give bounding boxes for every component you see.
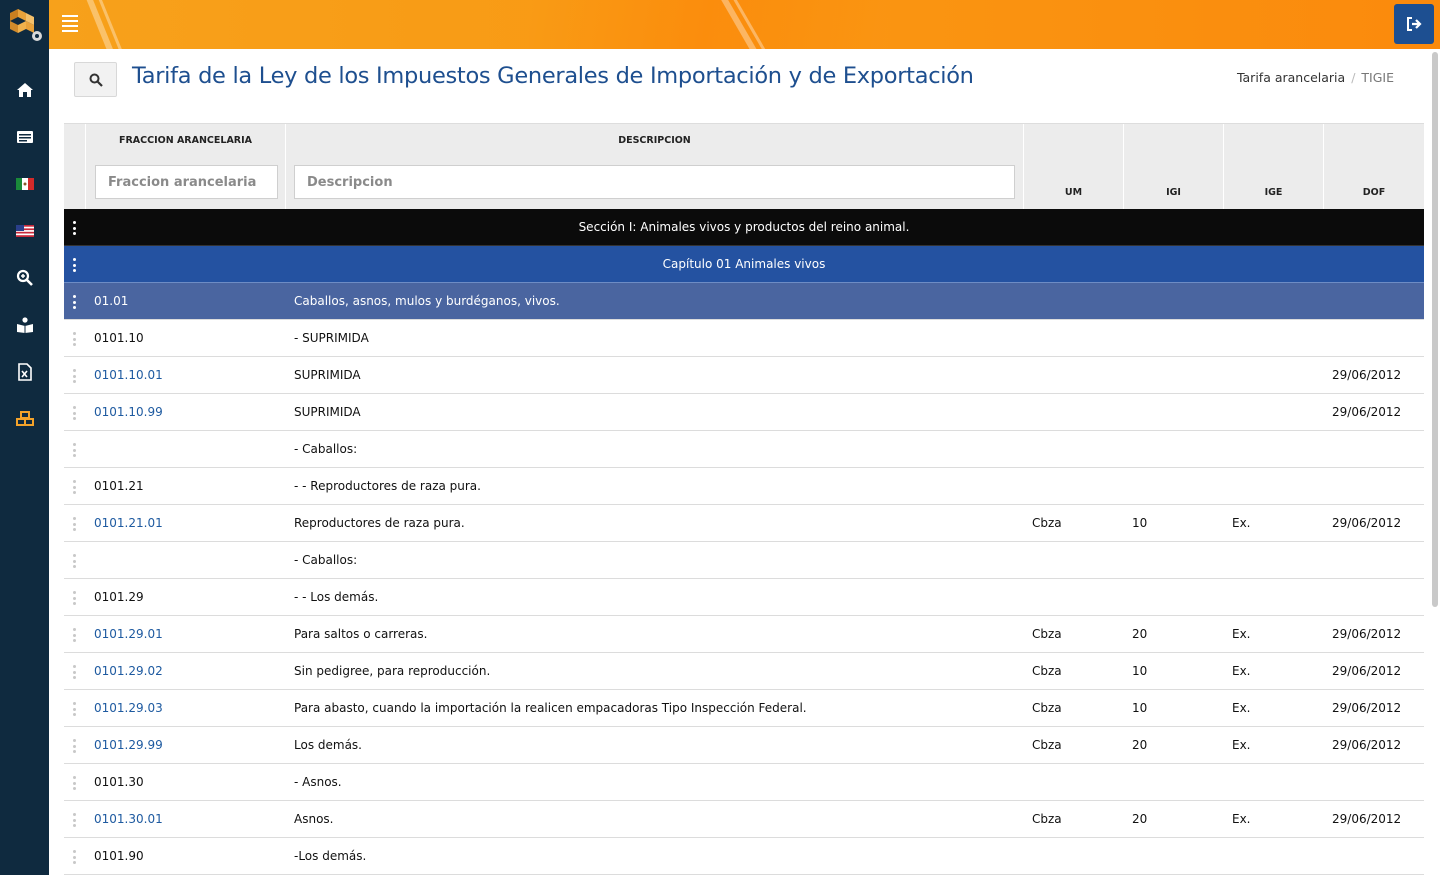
cell-fraccion: 0101.10 (94, 331, 144, 345)
zoom-search-icon (16, 269, 34, 287)
cell-ige: Ex. (1232, 516, 1251, 530)
cell-ige: Ex. (1232, 664, 1251, 678)
table-row[interactable] (64, 579, 1424, 616)
cell-dof: 29/06/2012 (1332, 812, 1402, 826)
header-dof-label: DOF (1362, 187, 1386, 198)
row-menu-icon[interactable] (73, 554, 77, 568)
chapter-row[interactable] (64, 246, 1424, 283)
header-drag-column (64, 124, 85, 210)
cell-igi: 10 (1132, 701, 1148, 715)
table-row[interactable] (64, 616, 1424, 653)
row-menu-icon[interactable] (73, 591, 77, 605)
usa-flag-icon (16, 222, 34, 240)
cell-fraccion[interactable]: 0101.29.99 (94, 738, 163, 752)
search-button[interactable] (74, 62, 117, 97)
page-title: Tarifa de la Ley de los Impuestos Generales de Importación y de Exportación (132, 63, 974, 89)
row-menu-icon[interactable] (73, 665, 77, 679)
breadcrumb-tarifa[interactable]: Tarifa arancelaria (1236, 70, 1346, 85)
boxes-logo-icon[interactable] (0, 0, 49, 49)
cell-descripcion: - - Reproductores de raza pura. (294, 479, 481, 493)
cell-fraccion[interactable]: 0101.29.01 (94, 627, 163, 641)
table-row[interactable] (64, 394, 1424, 431)
cell-descripcion: Reproductores de raza pura. (294, 516, 465, 530)
table-row[interactable] (64, 357, 1424, 394)
cell-descripcion: Sin pedigree, para reproducción. (294, 664, 491, 678)
cell-fraccion: 0101.21 (94, 479, 144, 493)
sidebar-item-mexico[interactable] (0, 160, 49, 207)
cell-fraccion[interactable]: 0101.10.01 (94, 368, 163, 382)
cell-igi: 20 (1132, 812, 1148, 826)
sidebar-item-usa[interactable] (0, 207, 49, 254)
scrollbar[interactable] (1432, 52, 1438, 607)
table-row[interactable] (64, 801, 1424, 838)
boxes-icon (16, 410, 34, 428)
cell-igi: 10 (1132, 664, 1148, 678)
header-dof (1323, 124, 1424, 210)
cell-igi: 20 (1132, 738, 1148, 752)
tariff-table (64, 123, 1424, 875)
row-menu-icon[interactable] (73, 628, 77, 642)
row-menu-icon[interactable] (73, 517, 77, 531)
header-descripcion (285, 124, 1023, 210)
cell-descripcion: - SUPRIMIDA (294, 331, 369, 345)
cell-dof: 29/06/2012 (1332, 738, 1402, 752)
cell-ige: Ex. (1232, 627, 1251, 641)
cell-um: Cbza (1032, 812, 1062, 826)
cell-um: Cbza (1032, 516, 1062, 530)
row-menu-icon[interactable] (73, 406, 77, 420)
cell-igi: 20 (1132, 627, 1148, 641)
row-menu-icon[interactable] (73, 295, 77, 309)
header-igi (1123, 124, 1223, 210)
table-row[interactable] (64, 320, 1424, 357)
cell-ige: Ex. (1232, 738, 1251, 752)
section-title: Sección I: Animales vivos y productos del reino animal. (578, 220, 910, 234)
cell-descripcion: - - Los demás. (294, 590, 379, 604)
heading-fraccion: 01.01 (94, 294, 129, 308)
row-menu-icon[interactable] (73, 702, 77, 716)
row-menu-icon[interactable] (73, 443, 77, 457)
cell-descripcion: - Asnos. (294, 775, 342, 789)
cell-ige: Ex. (1232, 812, 1251, 826)
table-row[interactable] (64, 690, 1424, 727)
cell-fraccion: 0101.29 (94, 590, 144, 604)
table-header (64, 123, 1424, 209)
menu-toggle-button[interactable] (62, 15, 78, 33)
cell-descripcion: Asnos. (294, 812, 334, 826)
row-menu-icon[interactable] (73, 813, 77, 827)
sign-out-icon (1406, 17, 1422, 31)
row-menu-icon[interactable] (73, 332, 77, 346)
sidebar-item-home[interactable] (0, 66, 49, 113)
cell-dof: 29/06/2012 (1332, 368, 1402, 382)
cell-fraccion[interactable]: 0101.21.01 (94, 516, 163, 530)
table-body (64, 320, 1424, 875)
excel-file-icon (16, 363, 34, 381)
sidebar (0, 0, 49, 875)
table-row[interactable] (64, 542, 1424, 579)
cell-dof: 29/06/2012 (1332, 516, 1402, 530)
cell-fraccion[interactable]: 0101.30.01 (94, 812, 163, 826)
book-reader-icon (16, 316, 34, 334)
mexico-flag-icon (16, 175, 34, 193)
cell-descripcion: SUPRIMIDA (294, 405, 361, 419)
header-fraccion-label: FRACCION ARANCELARIA (118, 135, 252, 146)
cell-descripcion: - Caballos: (294, 442, 358, 456)
heading-descripcion: Caballos, asnos, mulos y burdéganos, vivos. (294, 294, 560, 308)
home-icon (16, 81, 34, 99)
header-igi-label: IGI (1166, 187, 1181, 198)
cell-descripcion: Para abasto, cuando la importación la realicen empacadoras Tipo Inspección Federal. (294, 701, 807, 715)
header-ige (1223, 124, 1323, 210)
row-menu-icon[interactable] (73, 850, 77, 864)
cell-dof: 29/06/2012 (1332, 701, 1402, 715)
breadcrumb-tigie: TIGIE (1361, 70, 1394, 85)
row-menu-icon[interactable] (73, 739, 77, 753)
table-row[interactable] (64, 653, 1424, 690)
sidebar-item-search[interactable] (0, 254, 49, 301)
table-row[interactable] (64, 838, 1424, 875)
header-um (1023, 124, 1123, 210)
top-bar (49, 0, 1440, 49)
cell-descripcion: SUPRIMIDA (294, 368, 361, 382)
cell-descripcion: - Caballos: (294, 553, 358, 567)
cell-descripcion: -Los demás. (294, 849, 367, 863)
cell-dof: 29/06/2012 (1332, 627, 1402, 641)
row-menu-icon[interactable] (73, 776, 77, 790)
row-menu-icon[interactable] (73, 369, 77, 383)
cell-fraccion: 0101.90 (94, 849, 144, 863)
table-row[interactable] (64, 764, 1424, 801)
fraccion-filter-input[interactable] (95, 165, 278, 199)
cell-um: Cbza (1032, 664, 1062, 678)
header-fraccion (85, 124, 285, 210)
logout-button[interactable] (1394, 4, 1434, 44)
table-row[interactable] (64, 727, 1424, 764)
chapter-title: Capítulo 01 Animales vivos (662, 257, 826, 271)
cell-dof: 29/06/2012 (1332, 664, 1402, 678)
table-row[interactable] (64, 505, 1424, 542)
section-row[interactable] (64, 209, 1424, 246)
cell-um: Cbza (1032, 738, 1062, 752)
list-icon (16, 128, 34, 146)
descripcion-filter-input[interactable] (294, 165, 1015, 199)
cell-fraccion[interactable]: 0101.29.02 (94, 664, 163, 678)
cell-dof: 29/06/2012 (1332, 405, 1402, 419)
cell-um: Cbza (1032, 627, 1062, 641)
cell-igi: 10 (1132, 516, 1148, 530)
cell-descripcion: Los demás. (294, 738, 362, 752)
cell-um: Cbza (1032, 701, 1062, 715)
table-row[interactable] (64, 468, 1424, 505)
header-um-label: UM (1064, 187, 1083, 198)
sidebar-item-reader[interactable] (0, 301, 49, 348)
cell-fraccion[interactable]: 0101.10.99 (94, 405, 163, 419)
header-descripcion-label: DESCRIPCION (618, 135, 691, 146)
table-row[interactable] (64, 431, 1424, 468)
cell-descripcion: Para saltos o carreras. (294, 627, 428, 641)
sidebar-item-boxes[interactable] (0, 395, 49, 442)
row-menu-icon[interactable] (73, 480, 77, 494)
cell-fraccion[interactable]: 0101.29.03 (94, 701, 163, 715)
breadcrumb: Tarifa arancelaria / TIGIE (1236, 70, 1394, 85)
cell-fraccion: 0101.30 (94, 775, 144, 789)
cell-ige: Ex. (1232, 701, 1251, 715)
header-ige-label: IGE (1264, 187, 1283, 198)
sidebar-item-excel[interactable] (0, 348, 49, 395)
heading-row[interactable] (64, 283, 1424, 320)
sidebar-item-list[interactable] (0, 113, 49, 160)
search-icon (89, 73, 103, 87)
